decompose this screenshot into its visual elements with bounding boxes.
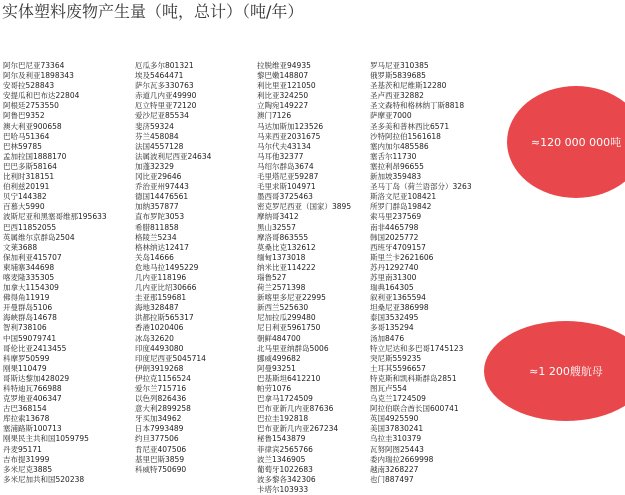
country-entry: 沙特阿拉伯1561618 [370,131,441,141]
country-entry: 尼加拉瓜299480 [257,313,316,323]
country-entry: 瑙鲁527 [257,272,287,282]
country-entry: 约旦377506 [135,434,179,444]
country-entry: 赤道几内亚49990 [135,91,197,101]
country-entry: 俄罗斯5839685 [370,71,426,81]
country-entry: 斐济59324 [135,121,174,131]
country-entry: 西班牙4709157 [370,242,426,252]
country-entry: 圭亚那159681 [135,293,187,303]
country-column-4 [370,61,486,485]
country-entry: 印度尼西亚5045714 [135,353,206,363]
country-entry: 圣文森特和格林纳丁斯8818 [370,101,465,111]
country-entry: 澳门7126 [257,111,292,121]
country-entry: 比利时318151 [3,172,55,182]
country-entry: 以色列826436 [135,394,187,404]
country-entry: 刚果110479 [3,363,47,373]
country-entry: 特克斯和凯科斯群岛2851 [370,373,457,383]
country-entry: 巴林59785 [3,141,42,151]
country-entry: 黎巴嫩148807 [257,71,309,81]
country-entry: 帕劳1076 [257,384,292,393]
country-entry: 斯洛文尼亚108421 [370,192,437,202]
country-column-1 [3,61,119,485]
country-entry: 英属维尔京群岛2504 [3,232,75,242]
country-entry: 法属波利尼西亚24634 [135,151,212,161]
country-entry: 叙利亚1365594 [370,293,426,303]
country-entry: 巴布亚新几内亚267234 [257,424,339,434]
country-entry: 新加坡359483 [370,172,422,182]
country-entry: 几内亚118196 [135,272,187,282]
country-entry: 特立尼达和多巴哥1745123 [370,343,464,353]
country-entry: 厄瓜多尔801321 [135,61,194,70]
country-entry: 爱沙尼亚85534 [135,111,189,121]
country-entry: 利比里亚121050 [257,81,316,91]
country-entry: 苏丹1292740 [370,262,419,272]
country-entry: 莫桑比克132612 [257,242,316,252]
country-entry: 香港1020406 [135,323,184,333]
country-entry: 葡萄牙1022683 [257,464,313,474]
aircraft-carrier-label: ≈1 200艘航母 [529,365,603,378]
country-entry: 危地马拉1495229 [135,262,199,272]
country-entry: 韩国2025772 [370,232,419,242]
country-entry: 波斯尼亚和黑塞哥维那195633 [3,212,107,222]
country-entry: 阿拉伯联合酋长国600741 [370,404,459,414]
country-entry: 加蓬32329 [135,161,174,171]
country-entry: 巴西11852055 [3,222,57,232]
country-entry: 北马里亚纳群岛5006 [257,343,329,353]
country-entry: 委内瑞拉2669998 [370,454,434,464]
country-entry: 密克罗尼西亚（国家）3895 [257,202,352,212]
country-entry: 塞浦路斯100713 [3,424,62,434]
country-entry: 丹麦95171 [3,444,42,454]
country-entry: 肯尼亚407506 [135,444,187,454]
country-entry: 阿尔巴尼亚73364 [3,61,65,70]
country-entry: 波兰1346905 [257,454,306,464]
country-entry: 直布罗陀3053 [135,212,185,222]
country-entry: 利比亚324250 [257,91,309,101]
country-entry: 缅甸1373018 [257,252,306,262]
country-entry: 菲律宾2565766 [257,444,313,454]
country-entry: 突尼斯559235 [370,353,422,363]
country-entry: 海地328487 [135,303,179,313]
country-entry: 百慕大5990 [3,202,45,212]
country-column-3 [257,61,373,495]
country-entry: 克罗地亚406347 [3,394,62,404]
country-entry: 瓦努阿图25443 [370,444,424,454]
country-entry: 所罗门群岛19842 [370,202,432,212]
country-entry: 瑞典164305 [370,283,414,293]
country-entry: 马达加斯加123526 [257,121,324,131]
country-entry: 安哥拉528843 [3,81,55,91]
country-entry: 多米尼克3885 [3,464,53,474]
country-entry: 越南3268227 [370,464,419,474]
country-entry: 纳米比亚114222 [257,262,316,272]
country-entry: 加纳357877 [135,202,179,212]
country-entry: 萨摩亚7000 [370,111,412,121]
country-entry: 美国37830241 [370,424,424,434]
country-entry: 也门887497 [370,474,414,484]
country-entry: 新西兰525630 [257,303,309,313]
country-entry: 柬埔寨344698 [3,262,55,272]
country-entry: 罗马尼亚310385 [370,61,429,70]
country-entry: 墨西哥3725463 [257,192,313,202]
country-entry: 中国59079741 [3,333,57,343]
country-entry: 格陵兰5234 [135,232,177,242]
country-entry: 芬兰458084 [135,131,179,141]
country-entry: 塞内加尔485586 [370,141,429,151]
country-entry: 巴巴多斯58164 [3,161,57,171]
country-entry: 哥斯达黎加428029 [3,373,70,383]
country-entry: 巴拿马1724509 [257,394,313,404]
country-entry: 秘鲁1543879 [257,434,306,444]
country-entry: 洪都拉斯565317 [135,313,194,323]
country-entry: 伊朗3919268 [135,363,184,373]
country-entry: 哥伦比亚2413455 [3,343,67,353]
country-entry: 伊拉克1156524 [135,373,191,383]
country-entry: 吉布提31999 [3,454,50,464]
country-entry: 毛里求斯104971 [257,182,316,192]
country-entry: 科威特750690 [135,464,187,474]
country-entry: 摩洛哥863555 [257,232,309,242]
chart-title: 实体塑料废物产生量（吨，总计）（吨/年） [2,2,304,21]
country-entry: 刚果民主共和国1059795 [3,434,89,444]
total-tonnage-bubble [507,86,625,198]
country-entry: 贝宁144382 [3,192,47,202]
country-entry: 巴布亚新几内亚87636 [257,404,334,414]
country-entry: 南非4465798 [370,222,419,232]
country-entry: 圣基茨和尼维斯12280 [370,81,447,91]
country-entry: 苏里南31300 [370,272,417,282]
country-entry: 圣卢西亚32882 [370,91,424,101]
country-entry: 马尔代夫43134 [257,141,311,151]
country-entry: 佛得角11919 [3,293,50,303]
country-entry: 拉脱维亚94935 [257,61,311,70]
country-entry: 乌拉圭310379 [370,434,422,444]
country-entry: 德国14476561 [135,192,189,202]
country-entry: 马来西亚2031675 [257,131,321,141]
country-entry: 安提瓜和巴布达22804 [3,91,80,101]
country-entry: 泰国3532495 [370,313,419,323]
country-entry: 智利738106 [3,323,47,333]
country-entry: 阿鲁巴9352 [3,111,45,121]
country-entry: 阿尔及利亚1898343 [3,71,74,81]
country-entry: 开曼群岛5106 [3,303,53,313]
country-column-2 [135,61,251,475]
country-entry: 斯里兰卡2621606 [370,252,434,262]
country-entry: 科特迪瓦766988 [3,384,62,393]
country-entry: 喀麦隆335305 [3,272,55,282]
country-entry: 多米尼加共和国520238 [3,474,85,484]
country-entry: 牙买加34962 [135,414,182,424]
country-entry: 厄立特里亚72120 [135,101,197,111]
country-entry: 基里巴斯3859 [135,454,185,464]
country-entry: 加拿大1154309 [3,283,59,293]
total-tonnage-label: ≈120 000 000吨 [530,136,622,149]
country-entry: 冰岛32620 [135,333,174,343]
country-entry: 汤加8476 [370,333,405,343]
country-entry: 立陶宛149227 [257,101,309,111]
country-entry: 波多黎各342306 [257,474,316,484]
country-entry: 萨尔瓦多330763 [135,81,194,91]
country-entry: 巴哈马51364 [3,131,50,141]
country-entry: 马耳他32377 [257,151,304,161]
country-entry: 几内亚比绍30666 [135,283,197,293]
country-entry: 乌克兰1724509 [370,394,426,404]
country-entry: 巴拉圭192818 [257,414,309,424]
country-entry: 库拉索13678 [3,414,50,424]
country-entry: 阿根廷2753550 [3,101,59,111]
country-entry: 阿曼93251 [257,363,296,373]
country-entry: 英国4925590 [370,414,419,424]
country-entry: 卡塔尔103933 [257,484,309,494]
country-entry: 图瓦卢554 [370,384,407,393]
country-entry: 挪威499682 [257,353,301,363]
aircraft-carrier-bubble [484,321,625,421]
country-entry: 孟加拉国1888170 [3,151,67,161]
country-entry: 巴基斯坦6412210 [257,373,321,383]
country-entry: 坦桑尼亚386998 [370,303,429,313]
country-entry: 马绍尔群岛3674 [257,161,314,171]
country-entry: 尼日利亚5961750 [257,323,321,333]
country-entry: 古巴368154 [3,404,47,414]
country-entry: 伯利兹20191 [3,182,50,192]
country-entry: 爱尔兰715716 [135,384,187,393]
country-entry: 文莱3688 [3,242,38,252]
country-entry: 法国4557128 [135,141,184,151]
country-entry: 海峡群岛14678 [3,313,57,323]
country-entry: 摩纳哥3412 [257,212,299,222]
country-entry: 塞舌尔11730 [370,151,417,161]
country-entry: 关岛14666 [135,252,174,262]
country-entry: 塞拉利昂96655 [370,161,424,171]
country-entry: 冈比亚29646 [135,172,182,182]
country-entry: 格林纳达12417 [135,242,189,252]
country-entry: 保加利亚415707 [3,252,62,262]
country-entry: 圣马丁岛（荷兰语部分）3263 [370,182,472,192]
country-entry: 埃及5464471 [135,71,184,81]
country-entry: 朝鲜484700 [257,333,301,343]
country-entry: 土耳其5596657 [370,363,426,373]
country-entry: 乔治亚州97443 [135,182,189,192]
country-entry: 索马里237569 [370,212,422,222]
country-entry: 澳大利亚900658 [3,121,62,131]
country-entry: 毛里塔尼亚59287 [257,172,319,182]
country-entry: 多哥135294 [370,323,414,333]
country-entry: 日本7993489 [135,424,184,434]
country-entry: 新喀里多尼亚22995 [257,293,326,303]
country-entry: 印度4493080 [135,343,184,353]
country-entry: 荷兰2571398 [257,283,306,293]
country-entry: 希腊811858 [135,222,179,232]
country-entry: 圣多美和普林西比6571 [370,121,450,131]
country-entry: 意大利2899258 [135,404,191,414]
country-entry: 黑山32557 [257,222,296,232]
country-entry: 科摩罗50599 [3,353,50,363]
